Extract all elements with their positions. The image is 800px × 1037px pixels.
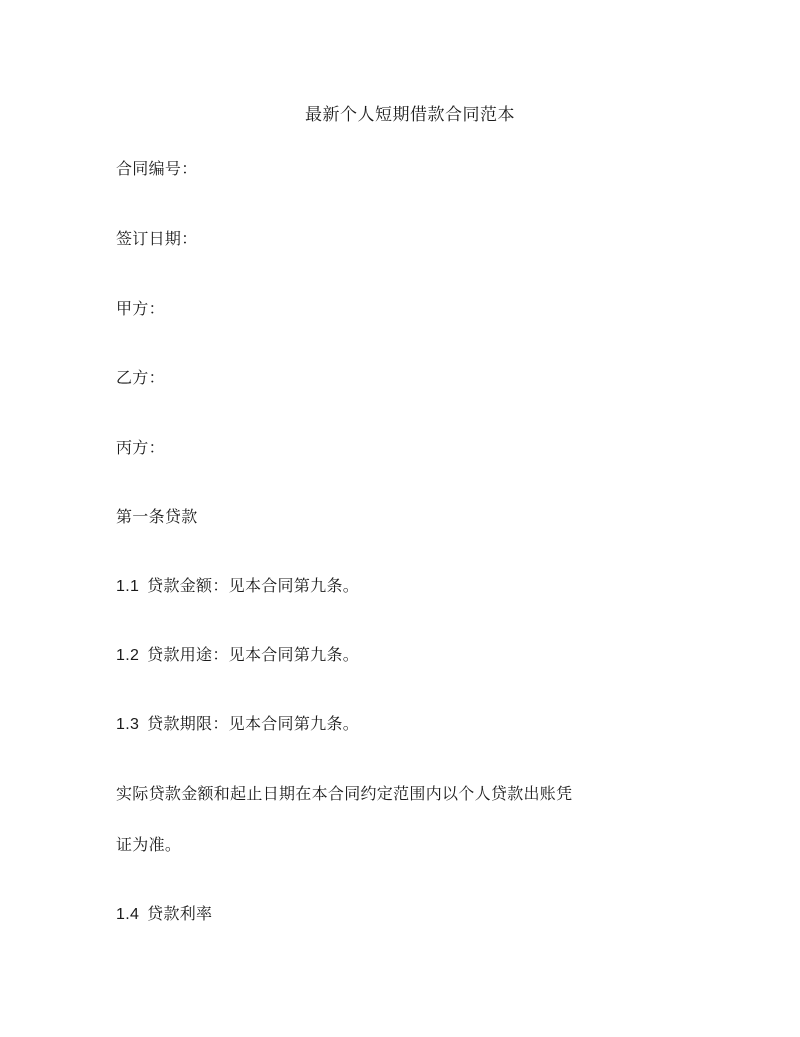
- field-contract-no: 合同编号：: [116, 159, 198, 178]
- clause-1-2: [116, 644, 359, 667]
- clause-1-3: [116, 713, 359, 736]
- clause-number: 1.4: [116, 906, 140, 923]
- clause-text: 贷款金额：见本合同第九条。: [147, 576, 360, 595]
- field-party-b: 乙方：: [116, 368, 165, 387]
- paragraph-line-1: 实际贷款金额和起止日期在本合同约定范围内以个人贷款出账凭: [116, 784, 573, 803]
- clause-text: 贷款用途：见本合同第九条。: [147, 645, 360, 664]
- field-sign-date: 签订日期：: [116, 229, 198, 248]
- paragraph-line-2: 证为准。: [116, 835, 182, 854]
- clause-number: 1.3: [116, 716, 140, 733]
- field-party-a: 甲方：: [116, 299, 165, 318]
- field-party-c: 丙方：: [116, 438, 165, 457]
- clause-text: 贷款利率: [147, 904, 213, 923]
- clause-number: 1.1: [116, 578, 140, 595]
- clause-number: 1.2: [116, 647, 140, 664]
- clause-1-1: [116, 575, 359, 598]
- document-title: 最新个人短期借款合同范本: [305, 105, 515, 125]
- clause-1-4: [116, 903, 212, 926]
- article-1-heading: 第一条贷款: [116, 507, 198, 526]
- clause-text: 贷款期限：见本合同第九条。: [147, 714, 360, 733]
